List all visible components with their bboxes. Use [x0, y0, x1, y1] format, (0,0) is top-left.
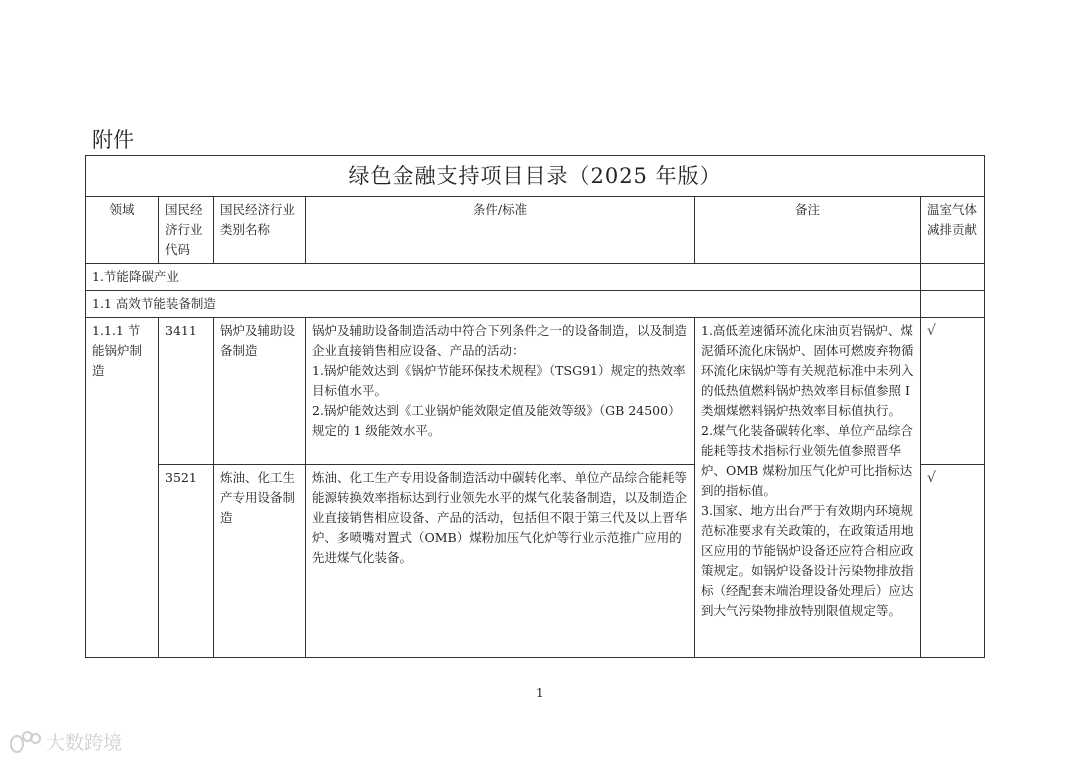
- header-row: [86, 197, 985, 264]
- table-row: [86, 318, 985, 465]
- code-cell: 3411: [159, 318, 214, 465]
- conditions-intro: 炼油、化工生产专用设备制造活动中碳转化率、单位产品综合能耗等能源转换效率指标达到行业领先水平的煤气化装备制造，以及制造企业直接销售相应设备、产品的活动，包括但不限于第三代及以上晋华炉、多喷嘴对置式（OMB）煤粉加压气化炉等行业示范推广应用的先进煤气化装备。: [312, 470, 688, 565]
- watermark-logo-icon: [10, 731, 40, 753]
- header-remarks: 备注: [695, 197, 921, 264]
- green-finance-catalog-table: [85, 155, 985, 658]
- subsection-row-ghg: [921, 291, 985, 318]
- remark-item: 1.高低差速循环流化床油页岩锅炉、煤泥循环流化床锅炉、固体可燃废弃物循环流化床锅炉等有关规范标准中未列入的低热值燃料锅炉热效率目标值参照 I 类烟煤燃料锅炉热效率目标值执行。: [701, 323, 914, 418]
- header-conditions: 条件/标准: [306, 197, 695, 264]
- header-code: 国民经济行业代码: [159, 197, 214, 264]
- page-number: 1: [536, 686, 544, 700]
- domain-cell: 1.1.1 节能锅炉制造: [86, 318, 159, 658]
- ghg-check: √: [921, 318, 985, 465]
- remark-item: 2.煤气化装备碳转化率、单位产品综合能耗等技术指标行业领先值参照晋华炉、OMB 煤粉加压气化炉可比指标达到的指标值。: [701, 423, 913, 498]
- conditions-cell: [306, 318, 695, 465]
- code-cell: 3521: [159, 465, 214, 658]
- subsection-row: 1.1 高效节能装备制造: [86, 291, 921, 318]
- watermark: [10, 728, 122, 755]
- section-row: 1.节能降碳产业: [86, 264, 921, 291]
- category-cell: 炼油、化工生产专用设备制造: [214, 465, 306, 658]
- remark-item: 3.国家、地方出台严于有效期内环境规范标准要求有关政策的，在政策适用地区应用的节能锅炉设备还应符合相应政策规定。如锅炉设备设计污染物排放指标（经配套末端治理设备处理后）应达到大气污染物排放特别限值规定等。: [701, 503, 914, 618]
- conditions-intro: 锅炉及辅助设备制造活动中符合下列条件之一的设备制造，以及制造企业直接销售相应设备、产品的活动：: [312, 323, 688, 358]
- conditions-cell: [306, 465, 695, 658]
- header-ghg: 温室气体减排贡献: [921, 197, 985, 264]
- section-row-ghg: [921, 264, 985, 291]
- conditions-item: 2.锅炉能效达到《工业锅炉能效限定值及能效等级》（GB 24500）规定的 1 级能效水平。: [312, 403, 681, 438]
- header-domain: 领域: [86, 197, 159, 264]
- attachment-label: 附件: [92, 128, 134, 152]
- ghg-check: √: [921, 465, 985, 658]
- watermark-text: 大数跨境: [46, 732, 123, 754]
- table-title: 绿色金融支持项目目录（2025 年版）: [86, 156, 985, 197]
- category-cell: 锅炉及辅助设备制造: [214, 318, 306, 465]
- header-category: 国民经济行业类别名称: [214, 197, 306, 264]
- conditions-item: 1.锅炉能效达到《锅炉节能环保技术规程》（TSG91）规定的热效率目标值水平。: [312, 363, 686, 398]
- remarks-cell: [695, 318, 921, 658]
